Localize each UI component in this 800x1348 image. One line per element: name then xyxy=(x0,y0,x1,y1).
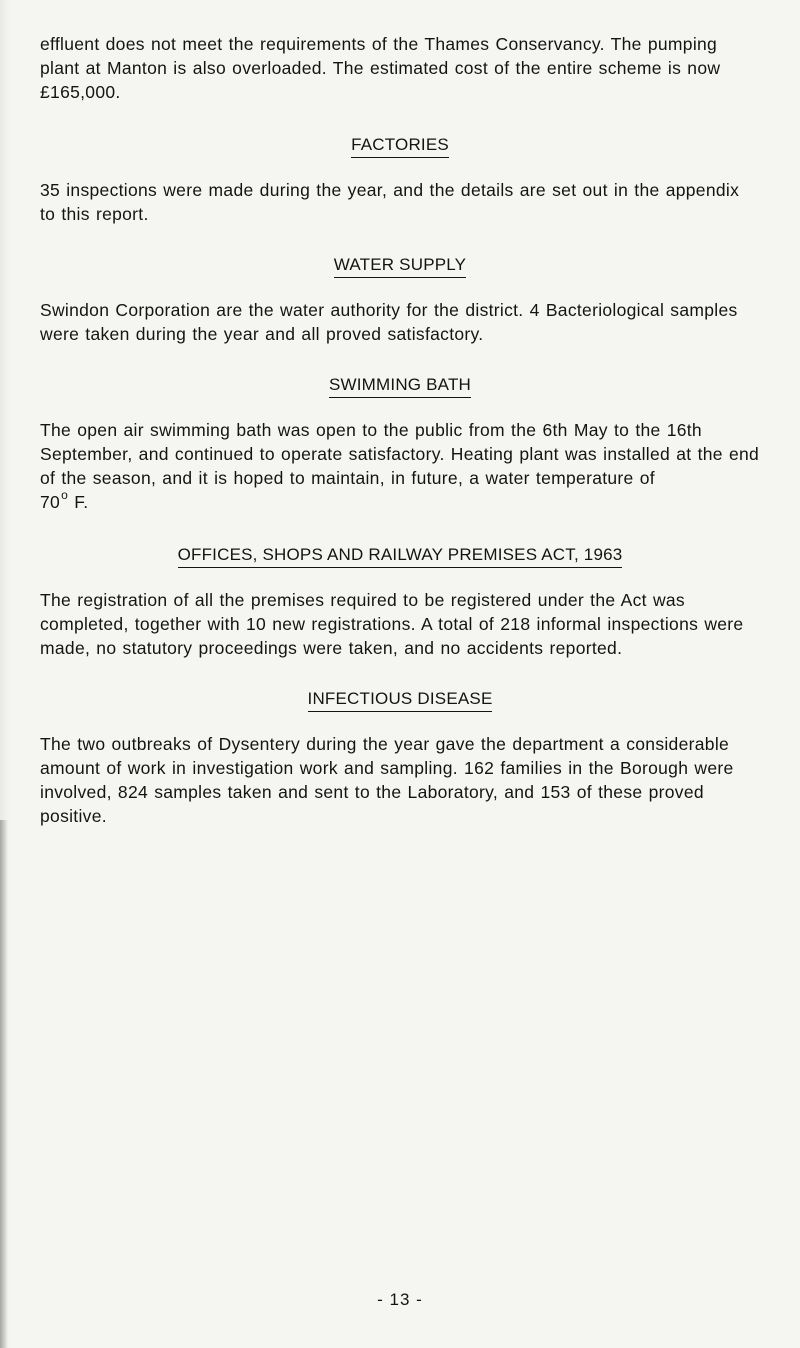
water-supply-paragraph: Swindon Corporation are the water authority for the district. 4 Bacteriological samples were taken during the year and all proved satisfactory. xyxy=(40,300,738,344)
offices-act-paragraph: The registration of all the premises required to be registered under the Act was completed, together with 10 new registrations. A total of 218 informal inspections were made, no statutory proceedings were taken, and no accidents reported. xyxy=(40,590,744,658)
water-supply-heading xyxy=(40,254,760,278)
factories-paragraph: 35 inspections were made during the year, and the details are set out in the appendix to this report. xyxy=(40,180,740,224)
offices-act-heading xyxy=(40,544,760,568)
swimming-bath-heading-text: SWIMMING BATH xyxy=(329,374,471,398)
infectious-disease-heading-text: INFECTIOUS DISEASE xyxy=(308,688,493,712)
swimming-bath-paragraph xyxy=(40,418,760,516)
page-number: - 13 - xyxy=(377,1290,423,1309)
water-supply-heading-text: WATER SUPPLY xyxy=(334,254,466,278)
swimming-bath-heading xyxy=(40,374,760,398)
infectious-disease-paragraph: The two outbreaks of Dysentery during the year gave the department a considerable amount of work in investigation work and sampling. 162 families in the Borough were involved, 824 samples taken and sent to the Laboratory, and 153 of these proved positive. xyxy=(40,734,734,826)
page-content xyxy=(40,32,760,856)
temperature-value: 70 xyxy=(40,492,61,512)
paper-edge-shadow xyxy=(0,820,8,1348)
intro-paragraph: effluent does not meet the requirements of the Thames Conservancy. The pumping plant at Manton is also overloaded. The estimated cost of the entire scheme is now £165,000. xyxy=(40,34,721,102)
degree-symbol: o xyxy=(61,488,69,502)
infectious-disease-heading xyxy=(40,688,760,712)
factories-heading-text: FACTORIES xyxy=(351,134,449,158)
swimming-bath-text: The open air swimming bath was open to the public from the 6th May to the 16th September, and continued to operate satisfactory. Heating plant was installed at the end of the season, and it is hoped to maintain, in future, a water temperature of xyxy=(40,420,760,488)
factories-heading xyxy=(40,134,760,158)
temperature-unit: F. xyxy=(74,492,89,512)
offices-act-heading-text: OFFICES, SHOPS AND RAILWAY PREMISES ACT, 1963 xyxy=(178,544,623,568)
